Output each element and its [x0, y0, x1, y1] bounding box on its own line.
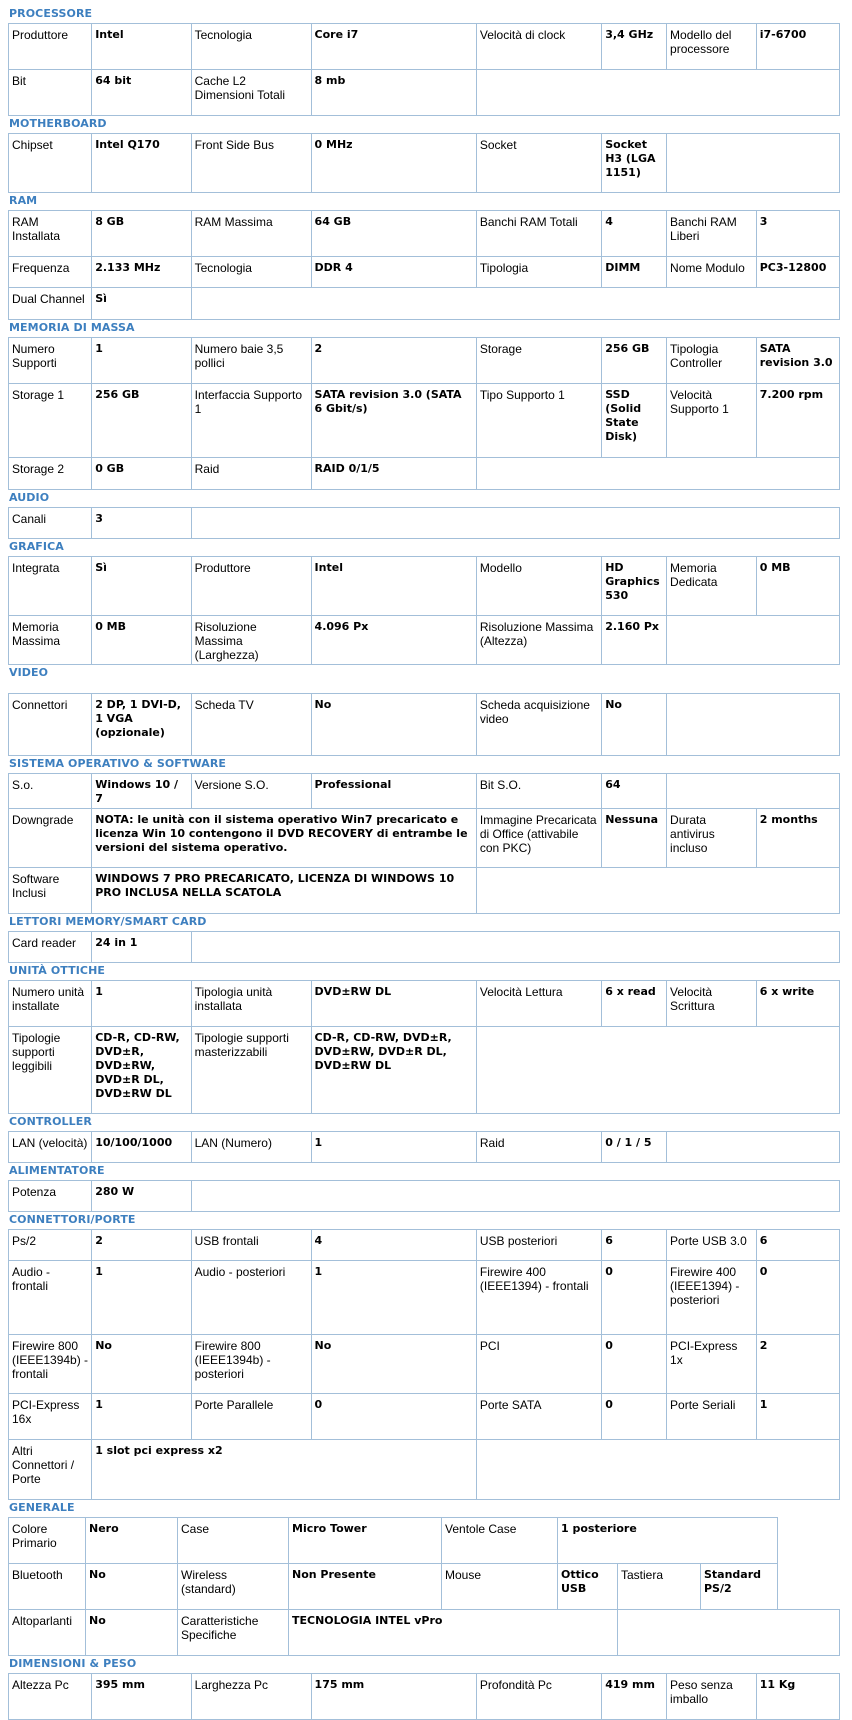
spec-value: 0	[756, 1261, 839, 1335]
spec-value: 256 GB	[602, 338, 667, 384]
spec-value: 419 mm	[602, 1674, 667, 1720]
spec-label: Altoparlanti	[9, 1610, 86, 1656]
spec-row	[9, 1610, 840, 1656]
spec-value: HD Graphics 530	[602, 557, 667, 616]
spec-label: Tipo Supporto 1	[476, 384, 601, 458]
spec-value: 1	[92, 1261, 191, 1335]
spec-row	[9, 1518, 840, 1564]
spec-row	[9, 1261, 840, 1335]
empty-cell	[618, 1610, 840, 1656]
spec-label: Connettori	[9, 694, 92, 756]
spec-value: Intel	[92, 24, 191, 70]
spec-value: 2 months	[756, 809, 839, 868]
spec-label: Produttore	[9, 24, 92, 70]
spec-label: Numero unità installate	[9, 981, 92, 1027]
spec-row	[9, 1394, 840, 1440]
empty-cell	[476, 70, 839, 116]
spec-label: PCI-Express 1x	[667, 1335, 757, 1394]
spec-label: Immagine Precaricata di Office (attivabile con PKC)	[476, 809, 601, 868]
spec-label: Canali	[9, 508, 92, 539]
section-title: CONTROLLER	[9, 1115, 92, 1128]
spec-label: Front Side Bus	[191, 134, 311, 193]
spec-row	[9, 1230, 840, 1261]
empty-cell	[667, 774, 840, 809]
spec-label: Case	[178, 1518, 289, 1564]
spec-value: 2	[756, 1335, 839, 1394]
spec-label: Socket	[476, 134, 601, 193]
spec-label: Storage	[476, 338, 601, 384]
spec-row	[9, 338, 840, 384]
spec-value: TECNOLOGIA INTEL vPro	[289, 1610, 618, 1656]
section-title: MEMORIA DI MASSA	[9, 321, 135, 334]
spec-table	[8, 1180, 840, 1212]
spec-value: Standard PS/2	[701, 1564, 778, 1610]
spec-value: 0 GB	[92, 458, 191, 490]
spec-label: Tipologie supporti leggibili	[9, 1027, 92, 1114]
spec-table	[8, 1517, 840, 1656]
section-title: LETTORI MEMORY/SMART CARD	[9, 915, 207, 928]
empty-cell	[667, 694, 840, 756]
spec-label: PCI	[476, 1335, 601, 1394]
spec-value: WINDOWS 7 PRO PRECARICATO, LICENZA DI WINDOWS 10 PRO INCLUSA NELLA SCATOLA	[92, 868, 477, 914]
spec-label: Storage 1	[9, 384, 92, 458]
spec-label: S.o.	[9, 774, 92, 809]
spec-value: No	[311, 694, 476, 756]
spec-value: DVD±RW DL	[311, 981, 476, 1027]
spec-label: Firewire 800 (IEEE1394b) - frontali	[9, 1335, 92, 1394]
spec-value: No	[92, 1335, 191, 1394]
empty-cell	[476, 868, 839, 914]
section-title: UNITÀ OTTICHE	[9, 964, 106, 977]
spec-label: Altezza Pc	[9, 1674, 92, 1720]
spec-table	[8, 1673, 840, 1720]
empty-cell	[191, 508, 839, 539]
spec-label: RAM Installata	[9, 211, 92, 257]
spec-label: Velocità Lettura	[476, 981, 601, 1027]
spec-value: 0 MHz	[311, 134, 476, 193]
spec-value: 64 bit	[92, 70, 191, 116]
spec-label: Scheda TV	[191, 694, 311, 756]
spec-value: Micro Tower	[289, 1518, 442, 1564]
spec-value: 11 Kg	[756, 1674, 839, 1720]
spec-label: Banchi RAM Liberi	[667, 211, 757, 257]
empty-cell	[476, 1440, 839, 1500]
spec-row	[9, 508, 840, 539]
spec-label: Altri Connettori / Porte	[9, 1440, 92, 1500]
spec-label: Colore Primario	[9, 1518, 86, 1564]
section-title: DIMENSIONI & PESO	[9, 1657, 137, 1670]
spec-value: 0 / 1 / 5	[602, 1132, 667, 1163]
spec-label: Audio - posteriori	[191, 1261, 311, 1335]
section-title: ALIMENTATORE	[9, 1164, 105, 1177]
spec-label: Interfaccia Supporto 1	[191, 384, 311, 458]
spec-value: 3	[92, 508, 191, 539]
spec-table	[8, 931, 840, 963]
spec-label: Peso senza imballo	[667, 1674, 757, 1720]
spec-value: 64	[602, 774, 667, 809]
spec-label: Audio - frontali	[9, 1261, 92, 1335]
spec-value: 6 x read	[602, 981, 667, 1027]
spec-value: 4	[602, 211, 667, 257]
spec-label: USB frontali	[191, 1230, 311, 1261]
spec-value: 6	[602, 1230, 667, 1261]
spec-value: No	[86, 1564, 178, 1610]
spec-row	[9, 809, 840, 868]
section-title: AUDIO	[9, 491, 50, 504]
spec-label: Raid	[191, 458, 311, 490]
spec-value: 0	[602, 1261, 667, 1335]
spec-row	[9, 24, 840, 70]
spec-value: Windows 10 / 7	[92, 774, 191, 809]
spec-row	[9, 1132, 840, 1163]
spec-value: DDR 4	[311, 257, 476, 288]
spec-value: 395 mm	[92, 1674, 191, 1720]
spec-label: Porte Parallele	[191, 1394, 311, 1440]
spec-label: Storage 2	[9, 458, 92, 490]
spec-label: Tipologia	[476, 257, 601, 288]
spec-value: Sì	[92, 288, 191, 320]
section-title: PROCESSORE	[9, 7, 93, 20]
spec-table	[8, 980, 840, 1114]
spec-value: 4	[311, 1230, 476, 1261]
spec-value: No	[311, 1335, 476, 1394]
spec-value: 1 posteriore	[558, 1518, 778, 1564]
empty-cell	[667, 1132, 840, 1163]
spec-table	[8, 23, 840, 116]
spec-value: 0 MB	[92, 616, 191, 665]
spec-label: Mouse	[442, 1564, 558, 1610]
spec-value: 4.096 Px	[311, 616, 476, 665]
spec-table	[8, 210, 840, 320]
spec-value: CD-R, CD-RW, DVD±R, DVD±RW, DVD±R DL, DVD±RW DL	[311, 1027, 476, 1114]
spec-row	[9, 868, 840, 914]
spec-value: i7-6700	[756, 24, 839, 70]
spec-value: SATA revision 3.0	[756, 338, 839, 384]
spec-label: Firewire 400 (IEEE1394) - frontali	[476, 1261, 601, 1335]
spec-value: 8 GB	[92, 211, 191, 257]
spec-label: Wireless (standard)	[178, 1564, 289, 1610]
spec-value: 280 W	[92, 1181, 191, 1212]
spec-value: 8 mb	[311, 70, 476, 116]
spec-table	[8, 693, 840, 756]
spec-value: 0	[311, 1394, 476, 1440]
spec-label: Chipset	[9, 134, 92, 193]
section-title: VIDEO	[9, 666, 49, 679]
spec-value: NOTA: le unità con il sistema operativo Win7 precaricato e licenza Win 10 contengono il DVD RECOVERY di entrambe le versioni del sistema operativo.	[92, 809, 477, 868]
spec-row	[9, 384, 840, 458]
spec-label: Porte SATA	[476, 1394, 601, 1440]
section-title: MOTHERBOARD	[9, 117, 107, 130]
spec-value: SSD (Solid State Disk)	[602, 384, 667, 458]
spec-label: Durata antivirus incluso	[667, 809, 757, 868]
spec-value: Ottico USB	[558, 1564, 618, 1610]
spec-row	[9, 1027, 840, 1114]
empty-cell	[191, 932, 839, 963]
spec-value: DIMM	[602, 257, 667, 288]
spec-label: Velocità di clock	[476, 24, 601, 70]
spec-label: LAN (velocità)	[9, 1132, 92, 1163]
spec-label: Integrata	[9, 557, 92, 616]
empty-cell	[191, 288, 839, 320]
spec-row	[9, 932, 840, 963]
spec-label: Bluetooth	[9, 1564, 86, 1610]
spec-label: Larghezza Pc	[191, 1674, 311, 1720]
empty-cell	[191, 1181, 839, 1212]
spec-label: Memoria Massima	[9, 616, 92, 665]
spec-value: 24 in 1	[92, 932, 191, 963]
spec-value: RAID 0/1/5	[311, 458, 476, 490]
spec-label: Profondità Pc	[476, 1674, 601, 1720]
spec-value: Intel Q170	[92, 134, 191, 193]
spec-table	[8, 1229, 840, 1500]
spec-label: Modello	[476, 557, 601, 616]
spec-row	[9, 557, 840, 616]
spec-label: Numero baie 3,5 pollici	[191, 338, 311, 384]
spec-table	[8, 337, 840, 490]
spec-row	[9, 1440, 840, 1500]
spec-value: 1	[92, 338, 191, 384]
spec-row	[9, 981, 840, 1027]
spec-value: 1	[311, 1261, 476, 1335]
spec-label: Raid	[476, 1132, 601, 1163]
spec-row	[9, 774, 840, 809]
spec-label: Porte Seriali	[667, 1394, 757, 1440]
spec-row	[9, 616, 840, 665]
spec-value: Core i7	[311, 24, 476, 70]
spec-label: Tecnologia	[191, 24, 311, 70]
spec-row	[9, 694, 840, 756]
spec-value: 0	[602, 1394, 667, 1440]
spec-value: 0	[602, 1335, 667, 1394]
spec-label: Risoluzione Massima (Altezza)	[476, 616, 601, 665]
section-title: GRAFICA	[9, 540, 64, 553]
spec-row	[9, 458, 840, 490]
spec-table	[8, 507, 840, 539]
spec-value: 1	[92, 1394, 191, 1440]
spec-value: Intel	[311, 557, 476, 616]
spec-label: Banchi RAM Totali	[476, 211, 601, 257]
spec-row	[9, 1674, 840, 1720]
spec-label: Numero Supporti	[9, 338, 92, 384]
spec-label: Caratteristiche Specifiche	[178, 1610, 289, 1656]
spec-value: 2.160 Px	[602, 616, 667, 665]
spec-value: 2.133 MHz	[92, 257, 191, 288]
spec-label: Scheda acquisizione video	[476, 694, 601, 756]
spec-row	[9, 134, 840, 193]
spec-value: 1	[92, 981, 191, 1027]
spec-row	[9, 1564, 840, 1610]
spec-value: PC3-12800	[756, 257, 839, 288]
spec-value: 0 MB	[756, 557, 839, 616]
spec-label: Firewire 800 (IEEE1394b) - posteriori	[191, 1335, 311, 1394]
spec-value: 1 slot pci express x2	[92, 1440, 477, 1500]
spec-label: Bit	[9, 70, 92, 116]
spec-value: 1	[311, 1132, 476, 1163]
spec-value: 6 x write	[756, 981, 839, 1027]
spec-label: USB posteriori	[476, 1230, 601, 1261]
spec-label: Porte USB 3.0	[667, 1230, 757, 1261]
spec-value: 256 GB	[92, 384, 191, 458]
section-title: RAM	[9, 194, 38, 207]
spec-label: Tecnologia	[191, 257, 311, 288]
spec-value: No	[602, 694, 667, 756]
spec-value: 2	[311, 338, 476, 384]
spec-label: Bit S.O.	[476, 774, 601, 809]
spec-label: Tipologia unità installata	[191, 981, 311, 1027]
spec-label: Produttore	[191, 557, 311, 616]
spec-value: Nero	[86, 1518, 178, 1564]
section-title: CONNETTORI/PORTE	[9, 1213, 136, 1226]
spec-label: Versione S.O.	[191, 774, 311, 809]
spec-value: CD-R, CD-RW, DVD±R, DVD±RW, DVD±R DL, DVD±RW DL	[92, 1027, 191, 1114]
spec-value: Socket H3 (LGA 1151)	[602, 134, 667, 193]
spec-value: Sì	[92, 557, 191, 616]
spec-label: Memoria Dedicata	[667, 557, 757, 616]
spec-value: No	[86, 1610, 178, 1656]
spec-value: 3	[756, 211, 839, 257]
spec-value: 1	[756, 1394, 839, 1440]
spec-label: Tastiera	[618, 1564, 701, 1610]
empty-cell	[667, 616, 840, 665]
spec-label: Downgrade	[9, 809, 92, 868]
spec-label: Firewire 400 (IEEE1394) - posteriori	[667, 1261, 757, 1335]
spec-label: Risoluzione Massima (Larghezza)	[191, 616, 311, 665]
spec-label: Velocità Scrittura	[667, 981, 757, 1027]
spec-row	[9, 70, 840, 116]
spec-label: Ventole Case	[442, 1518, 558, 1564]
spec-row	[9, 1181, 840, 1212]
spec-table	[8, 133, 840, 193]
spec-value: 7.200 rpm	[756, 384, 839, 458]
spec-label: Potenza	[9, 1181, 92, 1212]
empty-cell	[667, 134, 840, 193]
spec-value: 6	[756, 1230, 839, 1261]
spec-label: Nome Modulo	[667, 257, 757, 288]
spec-label: RAM Massima	[191, 211, 311, 257]
empty-cell	[476, 1027, 839, 1114]
spec-table	[8, 773, 840, 914]
section-gap	[0, 682, 852, 693]
section-title: SISTEMA OPERATIVO & SOFTWARE	[9, 757, 227, 770]
spec-value: Professional	[311, 774, 476, 809]
spec-value: 2	[92, 1230, 191, 1261]
spec-value: 2 DP, 1 DVI-D, 1 VGA (opzionale)	[92, 694, 191, 756]
spec-label: Cache L2 Dimensioni Totali	[191, 70, 311, 116]
spec-label: Tipologia Controller	[667, 338, 757, 384]
spec-label: Dual Channel	[9, 288, 92, 320]
spec-label: Tipologie supporti masterizzabili	[191, 1027, 311, 1114]
spec-row	[9, 257, 840, 288]
spec-label: Frequenza	[9, 257, 92, 288]
spec-value: 175 mm	[311, 1674, 476, 1720]
spec-label: PCI-Express 16x	[9, 1394, 92, 1440]
spec-label: Card reader	[9, 932, 92, 963]
spec-value: SATA revision 3.0 (SATA 6 Gbit/s)	[311, 384, 476, 458]
spec-label: Velocità Supporto 1	[667, 384, 757, 458]
spec-label: Ps/2	[9, 1230, 92, 1261]
spec-label: LAN (Numero)	[191, 1132, 311, 1163]
spec-row	[9, 211, 840, 257]
spec-value: 10/100/1000	[92, 1132, 191, 1163]
spec-row	[9, 288, 840, 320]
spec-table	[8, 1131, 840, 1163]
empty-cell	[476, 458, 839, 490]
spec-value: Nessuna	[602, 809, 667, 868]
spec-table	[8, 556, 840, 665]
spec-value: Non Presente	[289, 1564, 442, 1610]
spec-value: 64 GB	[311, 211, 476, 257]
section-title: GENERALE	[9, 1501, 75, 1514]
spec-row	[9, 1335, 840, 1394]
spec-value: 3,4 GHz	[602, 24, 667, 70]
spec-label: Modello del processore	[667, 24, 757, 70]
spec-label: Software Inclusi	[9, 868, 92, 914]
